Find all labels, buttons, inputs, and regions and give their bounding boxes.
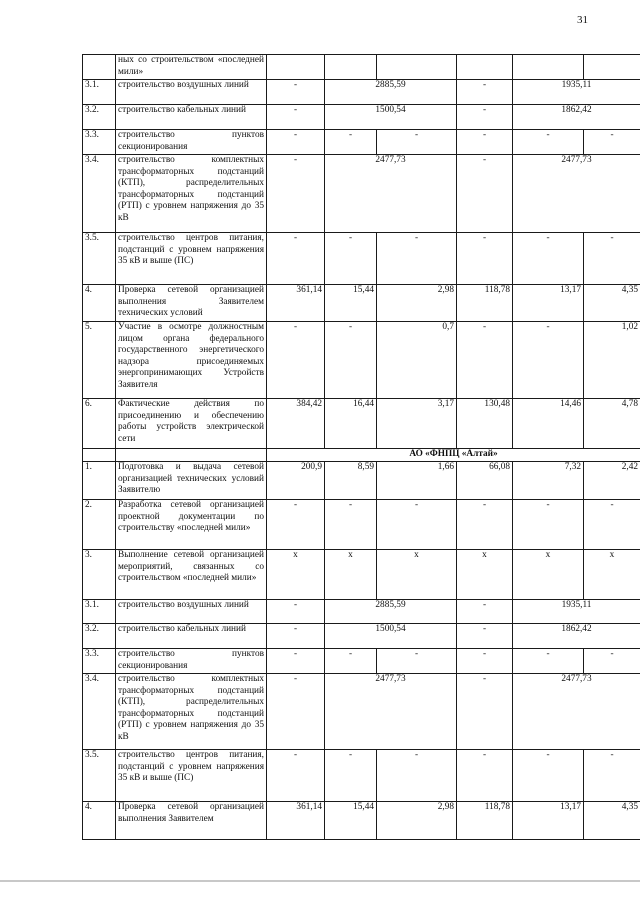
row-number: 3.4. — [83, 155, 116, 233]
value-cell: 3,17 — [377, 399, 457, 449]
table-row — [83, 500, 640, 550]
row-description: строительство кабельных линий — [116, 624, 267, 649]
row-description: строительство воздушных линий — [116, 80, 267, 105]
value-cell: 361,14 — [267, 802, 325, 840]
row-number: 3.3. — [83, 649, 116, 674]
value-cell: 130,48 — [457, 399, 513, 449]
value-cell: - — [325, 322, 377, 399]
row-description: строительство пунктов секционирования — [116, 130, 267, 155]
value-cell: х — [325, 550, 377, 600]
row-number: 3.4. — [83, 674, 116, 750]
scan-edge-line — [0, 880, 640, 882]
table-row — [83, 750, 640, 802]
value-cell: - — [584, 750, 640, 802]
value-cell: 361,14 — [267, 285, 325, 322]
value-cell: 1,66 — [377, 462, 457, 500]
value-cell: 384,42 — [267, 399, 325, 449]
value-cell: 1,02 — [584, 322, 640, 399]
row-number: 3. — [83, 550, 116, 600]
value-cell: - — [267, 624, 325, 649]
value-cell: - — [267, 80, 325, 105]
value-cell: 13,17 — [513, 285, 584, 322]
row-description: Разработка сетевой организацией проектной документации по строительству «последней мили» — [116, 500, 267, 550]
row-description: ных со строительством «последней мили» — [116, 55, 267, 80]
value-cell: - — [513, 750, 584, 802]
table-row — [83, 674, 640, 750]
value-cell — [457, 55, 513, 80]
table-row — [83, 130, 640, 155]
value-cell: - — [513, 322, 584, 399]
table-row — [83, 285, 640, 322]
value-cell — [267, 55, 325, 80]
merged-value-cell: 2477,73 — [513, 155, 640, 233]
row-description: строительство комплектных трансформаторных подстанций (КТП), распределительных трансформаторных подстанций (РТП) с уровнем напряжения до 35 кВ — [116, 674, 267, 750]
value-cell: - — [377, 500, 457, 550]
value-cell: - — [584, 233, 640, 285]
table-row — [83, 449, 640, 462]
value-cell: - — [267, 600, 325, 624]
section-title: АО «ФНПЦ «Алтай» — [267, 449, 640, 462]
value-cell: - — [325, 500, 377, 550]
table-row — [83, 600, 640, 624]
value-cell: - — [457, 500, 513, 550]
table-row — [83, 80, 640, 105]
merged-value-cell: 1935,11 — [513, 80, 640, 105]
table-row — [83, 105, 640, 130]
value-cell: 2,42 — [584, 462, 640, 500]
value-cell: - — [457, 322, 513, 399]
merged-value-cell: 1500,54 — [325, 624, 457, 649]
row-description: Фактические действия по присоединению и обеспечению работы устройств электрической сети — [116, 399, 267, 449]
table-row — [83, 462, 640, 500]
row-description: Проверка сетевой организацией выполнения Заявителем технических условий — [116, 285, 267, 322]
table-row — [83, 550, 640, 600]
value-cell: - — [267, 155, 325, 233]
merged-value-cell: 2477,73 — [325, 674, 457, 750]
row-number: 3.1. — [83, 600, 116, 624]
row-description: строительство пунктов секционирования — [116, 649, 267, 674]
value-cell: 66,08 — [457, 462, 513, 500]
value-cell: - — [377, 130, 457, 155]
merged-value-cell: 1935,11 — [513, 600, 640, 624]
row-description: Участие в осмотре должностным лицом органа федерального государственного энергетического надзора присоединяемых энергопринимающих Устройств Заявителя — [116, 322, 267, 399]
value-cell: - — [584, 649, 640, 674]
value-cell: 4,78 — [584, 399, 640, 449]
value-cell: - — [267, 674, 325, 750]
value-cell: - — [377, 750, 457, 802]
row-description: Проверка сетевой организацией выполнения Заявителем — [116, 802, 267, 840]
value-cell: - — [267, 649, 325, 674]
value-cell — [325, 55, 377, 80]
value-cell: 15,44 — [325, 802, 377, 840]
table-row — [83, 55, 640, 80]
value-cell: 118,78 — [457, 285, 513, 322]
value-cell — [584, 55, 640, 80]
value-cell: х — [457, 550, 513, 600]
row-description: Выполнение сетевой организацией мероприятий, связанных со строительством «последней мили» — [116, 550, 267, 600]
value-cell: - — [457, 649, 513, 674]
value-cell: - — [457, 155, 513, 233]
value-cell — [377, 55, 457, 80]
row-number: 3.2. — [83, 105, 116, 130]
row-number: 5. — [83, 322, 116, 399]
row-number — [83, 55, 116, 80]
value-cell: - — [584, 130, 640, 155]
value-cell: - — [457, 750, 513, 802]
table-body — [83, 55, 640, 840]
value-cell: - — [513, 649, 584, 674]
row-number: 3.2. — [83, 624, 116, 649]
row-number: 6. — [83, 399, 116, 449]
row-number: 3.5. — [83, 233, 116, 285]
value-cell: 4,35 — [584, 285, 640, 322]
merged-value-cell: 1862,42 — [513, 624, 640, 649]
value-cell: - — [377, 233, 457, 285]
value-cell: 7,32 — [513, 462, 584, 500]
value-cell: - — [457, 105, 513, 130]
value-cell: - — [457, 674, 513, 750]
value-cell: - — [457, 80, 513, 105]
value-cell: 200,9 — [267, 462, 325, 500]
value-cell: - — [325, 130, 377, 155]
value-cell: 2,98 — [377, 802, 457, 840]
value-cell: - — [377, 649, 457, 674]
value-cell: 4,35 — [584, 802, 640, 840]
tariff-table — [82, 54, 640, 840]
table-row — [83, 399, 640, 449]
value-cell: х — [513, 550, 584, 600]
table-row — [83, 233, 640, 285]
value-cell: 16,44 — [325, 399, 377, 449]
value-cell: 13,17 — [513, 802, 584, 840]
value-cell: - — [325, 750, 377, 802]
value-cell: - — [325, 233, 377, 285]
merged-value-cell: 2885,59 — [325, 600, 457, 624]
row-description: строительство центров питания, подстанций с уровнем напряжения 35 кВ и выше (ПС) — [116, 233, 267, 285]
row-description: Подготовка и выдача сетевой организацией технических условий Заявителю — [116, 462, 267, 500]
section-num-cell — [83, 449, 116, 462]
value-cell: - — [267, 500, 325, 550]
merged-value-cell: 2477,73 — [325, 155, 457, 233]
value-cell: 14,46 — [513, 399, 584, 449]
row-number: 3.1. — [83, 80, 116, 105]
merged-value-cell: 1500,54 — [325, 105, 457, 130]
row-description: строительство воздушных линий — [116, 600, 267, 624]
value-cell: - — [267, 233, 325, 285]
value-cell: х — [377, 550, 457, 600]
value-cell: 2,98 — [377, 285, 457, 322]
value-cell: - — [267, 322, 325, 399]
value-cell: - — [457, 624, 513, 649]
row-number: 3.3. — [83, 130, 116, 155]
row-number: 4. — [83, 802, 116, 840]
value-cell: х — [584, 550, 640, 600]
section-desc-cell — [116, 449, 267, 462]
value-cell: - — [267, 130, 325, 155]
table-row — [83, 649, 640, 674]
table-row — [83, 624, 640, 649]
value-cell: х — [267, 550, 325, 600]
merged-value-cell: 1862,42 — [513, 105, 640, 130]
value-cell: - — [513, 233, 584, 285]
value-cell: - — [457, 233, 513, 285]
merged-value-cell: 2885,59 — [325, 80, 457, 105]
page-number: 31 — [577, 14, 588, 26]
value-cell: - — [457, 130, 513, 155]
row-number: 1. — [83, 462, 116, 500]
value-cell: - — [513, 130, 584, 155]
row-description: строительство центров питания, подстанций с уровнем напряжения 35 кВ и выше (ПС) — [116, 750, 267, 802]
row-description: строительство комплектных трансформаторных подстанций (КТП), распределительных трансформаторных подстанций (РТП) с уровнем напряжения до 35 кВ — [116, 155, 267, 233]
value-cell — [513, 55, 584, 80]
value-cell: - — [267, 750, 325, 802]
value-cell: - — [513, 500, 584, 550]
value-cell: 8,59 — [325, 462, 377, 500]
merged-value-cell: 2477,73 — [513, 674, 640, 750]
value-cell: - — [584, 500, 640, 550]
value-cell: 0,7 — [377, 322, 457, 399]
table-row — [83, 802, 640, 840]
value-cell: - — [457, 600, 513, 624]
value-cell: - — [325, 649, 377, 674]
row-number: 3.5. — [83, 750, 116, 802]
table-row — [83, 155, 640, 233]
value-cell: 118,78 — [457, 802, 513, 840]
table-row — [83, 322, 640, 399]
row-number: 2. — [83, 500, 116, 550]
value-cell: - — [267, 105, 325, 130]
row-number: 4. — [83, 285, 116, 322]
value-cell: 15,44 — [325, 285, 377, 322]
row-description: строительство кабельных линий — [116, 105, 267, 130]
